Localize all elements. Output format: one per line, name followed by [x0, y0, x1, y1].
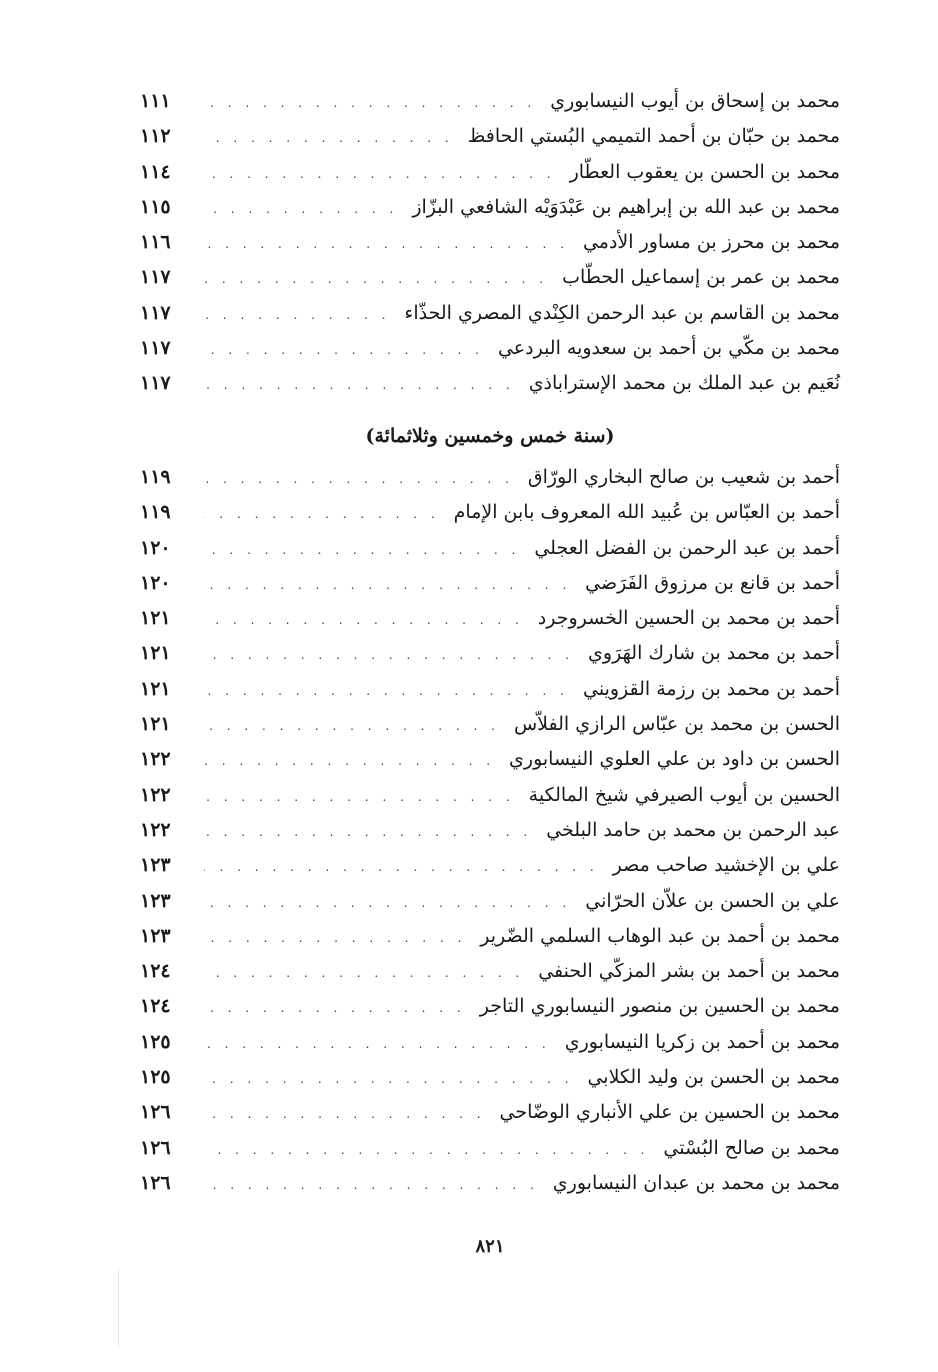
entry-name: محمد بن إسحاق بن أيوب النيسابوري — [550, 90, 840, 112]
index-entry — [140, 1060, 840, 1095]
entry-page: ١٢٥ — [140, 1066, 171, 1089]
entry-name: علي بن الحسن بن علاّن الحرّاني — [585, 889, 840, 912]
index-entry — [140, 742, 840, 777]
entry-page: ١١٧ — [140, 301, 171, 324]
dot-leader — [204, 1133, 649, 1168]
entry-name: محمد بن محرز بن مساور الأدمي — [582, 231, 840, 254]
entry-page: ١٢٣ — [140, 924, 171, 947]
entry-page: ١٢٠ — [140, 571, 171, 594]
index-entry — [140, 460, 840, 495]
section-heading: (سنة خمس وخمسين وثلاثمائة) — [365, 425, 615, 447]
entry-page: ١١٩ — [140, 466, 171, 488]
entry-page: ١٢٣ — [140, 889, 171, 912]
entry-name: أحمد بن محمد بن شارك الهَرَوي — [588, 642, 840, 665]
dot-leader — [204, 921, 466, 956]
dot-leader — [204, 368, 515, 403]
index-list-top — [140, 84, 840, 402]
entry-page: ١١٤ — [140, 160, 171, 183]
index-entry — [140, 636, 840, 671]
entry-name: أحمد بن شعيب بن صالح البخاري الورّاق — [527, 466, 840, 488]
dot-leader — [204, 192, 398, 227]
entry-name: علي بن الإخشيد صاحب مصر — [612, 854, 840, 877]
entry-name: محمد بن حبّان بن أحمد التميمي البُستي الحافظ — [467, 125, 840, 148]
entry-name: أحمد بن قانع بن مرزوق الفَرَضي — [585, 571, 840, 594]
dot-leader — [204, 956, 524, 991]
dot-leader — [204, 298, 390, 333]
entry-name: الحسن بن محمد بن عبّاس الرازي الفلاّس — [513, 713, 840, 736]
index-entry — [140, 225, 840, 260]
dot-leader — [204, 850, 599, 885]
entry-name: محمد بن أحمد بن بشر المزكّي الحنفي — [538, 960, 840, 983]
index-entry — [140, 155, 840, 190]
index-entry — [140, 296, 840, 331]
index-entry — [140, 119, 840, 154]
entry-name: محمد بن مكّي بن أحمد بن سعدويه البردعي — [497, 337, 840, 360]
index-entry — [140, 1025, 840, 1060]
index-entry — [140, 1131, 840, 1166]
entry-page: ١٢١ — [140, 713, 171, 736]
index-list-bottom — [140, 460, 840, 1201]
index-entry — [140, 190, 840, 225]
dot-leader — [204, 86, 536, 121]
dot-leader — [204, 1062, 573, 1097]
entry-page: ١٢٦ — [140, 1101, 171, 1124]
index-entry — [140, 954, 840, 989]
entry-name: محمد بن محمد بن عبدان النيسابوري — [552, 1171, 840, 1194]
page-number: ٨٢١ — [475, 1236, 505, 1257]
dot-leader — [204, 462, 514, 497]
dot-leader — [204, 744, 495, 779]
entry-name: الحسن بن داود بن علي العلوي النيسابوري — [509, 748, 840, 771]
dot-leader — [204, 533, 520, 568]
index-entry — [140, 989, 840, 1024]
dot-leader — [204, 157, 556, 192]
entry-page: ١٢٢ — [140, 748, 171, 771]
entry-page: ١١٢ — [140, 125, 171, 148]
entry-page: ١١٧ — [140, 372, 171, 395]
entry-name: محمد بن عبد الله بن إبراهيم بن عَبْدَوَيْه الشافعي البزّاز — [412, 195, 840, 218]
entry-name: محمد بن الحسين بن منصور النيسابوري التاجر — [479, 995, 840, 1018]
dot-leader — [204, 603, 524, 638]
entry-name: محمد بن أحمد بن عبد الوهاب السلمي الضّرير — [480, 924, 840, 947]
entry-page: ١٢١ — [140, 607, 171, 630]
entry-name: أحمد بن العبّاس بن عُبيد الله المعروف بابن الإمام — [453, 501, 840, 524]
index-entry — [140, 495, 840, 530]
dot-leader — [204, 227, 569, 262]
entry-name: نُعَيم بن عبد الملك بن محمد الإستراباذي — [528, 372, 840, 395]
entry-page: ١١٧ — [140, 337, 171, 360]
entry-page: ١٢٦ — [140, 1171, 171, 1194]
entry-name: أحمد بن محمد بن الحسين الخسروجرد — [537, 607, 840, 630]
index-entry — [140, 848, 840, 883]
dot-leader — [204, 780, 515, 815]
entry-page: ١٢٤ — [140, 960, 171, 983]
entry-name: محمد بن عمر بن إسماعيل الحطّاب — [562, 266, 840, 289]
index-entry — [140, 366, 840, 401]
index-entry — [140, 260, 840, 295]
entry-page: ١٢٢ — [140, 818, 171, 841]
dot-leader — [204, 262, 548, 297]
index-entry — [140, 331, 840, 366]
entry-name: عبد الرحمن بن محمد بن حامد البلخي — [546, 818, 840, 841]
entry-page: ١٢٣ — [140, 854, 171, 877]
entry-page: ١١٦ — [140, 231, 171, 254]
entry-name: محمد بن القاسم بن عبد الرحمن الكِنْدي المصري الحذّاء — [404, 301, 840, 324]
entry-page: ١٢٦ — [140, 1136, 171, 1159]
entry-page: ١٢١ — [140, 677, 171, 700]
entry-page: ١٢٤ — [140, 995, 171, 1018]
index-entry — [140, 1095, 840, 1130]
dot-leader — [204, 709, 500, 744]
dot-leader — [204, 1168, 539, 1203]
entry-page: ١٢١ — [140, 642, 171, 665]
index-entry — [140, 84, 840, 119]
entry-page: ١١٧ — [140, 266, 171, 289]
entry-page: ١٢٠ — [140, 536, 171, 559]
index-entry — [140, 813, 840, 848]
entry-name: محمد بن أحمد بن زكريا النيسابوري — [564, 1030, 840, 1053]
entry-name: الحسين بن أيوب الصيرفي شيخ المالكية — [528, 783, 840, 806]
entry-name: محمد بن الحسن بن وليد الكلابي — [587, 1066, 840, 1089]
dot-leader — [204, 1027, 551, 1062]
dot-leader — [204, 638, 574, 673]
dot-leader — [204, 1097, 486, 1132]
dot-leader — [204, 568, 571, 603]
index-entry — [140, 884, 840, 919]
dot-leader — [204, 497, 440, 532]
entry-page: ١١٥ — [140, 195, 171, 218]
index-entry — [140, 778, 840, 813]
index-entry — [140, 566, 840, 601]
index-entry — [140, 601, 840, 636]
entry-name: محمد بن الحسن بن يعقوب العطّار — [569, 160, 840, 183]
entry-name: أحمد بن محمد بن رزمة القزويني — [583, 677, 840, 700]
entry-page: ١١٩ — [140, 501, 171, 524]
dot-leader — [204, 991, 466, 1026]
index-entry — [140, 919, 840, 954]
entry-page: ١٢٥ — [140, 1030, 171, 1053]
dot-leader — [204, 886, 571, 921]
entry-page: ١٢٢ — [140, 783, 171, 806]
dot-leader — [204, 674, 569, 709]
dot-leader — [204, 121, 454, 156]
entry-page: ١١١ — [140, 90, 171, 112]
index-entry — [140, 707, 840, 742]
entry-name: محمد بن صالح البُسْتي — [663, 1136, 840, 1159]
dot-leader — [204, 815, 532, 850]
index-entry — [140, 672, 840, 707]
dot-leader — [204, 333, 484, 368]
scan-margin-line — [118, 1268, 119, 1348]
entry-name: محمد بن الحسين بن علي الأنباري الوضّاحي — [499, 1101, 840, 1124]
index-entry — [140, 531, 840, 566]
entry-name: أحمد بن عبد الرحمن بن الفضل العجلي — [534, 536, 840, 559]
index-entry — [140, 1166, 840, 1201]
